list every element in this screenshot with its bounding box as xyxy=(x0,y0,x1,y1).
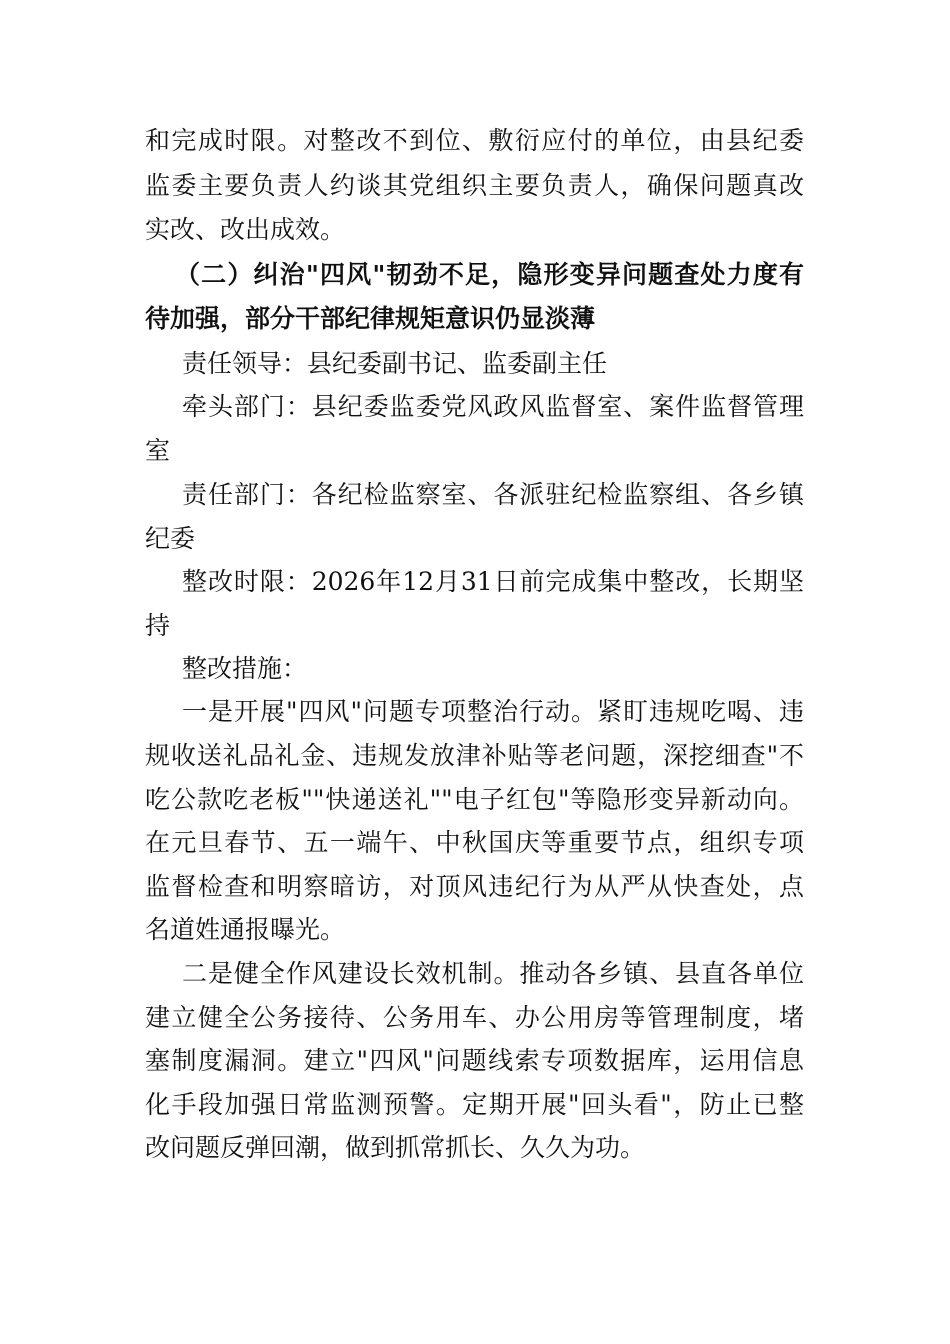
deadline-line: 整改时限：2026年12月31日前完成集中整改，长期坚 xyxy=(182,567,804,596)
measure-two-line: 塞制度漏洞。建立"四风"问题线索专项数据库，运用信息 xyxy=(145,1046,804,1075)
measure-two-line: 建立健全公务接待、公务用车、办公用房等管理制度，堵 xyxy=(145,1003,804,1032)
measure-one-line: 吃公款吃老板""快递送礼""电子红包"等隐形变异新动向。 xyxy=(145,785,804,814)
measure-one-line: 一是开展"四风"问题专项整治行动。紧盯违规吃喝、违 xyxy=(182,697,804,726)
measure-one-line: 监督检查和明察暗访，对顶风违纪行为从严从快查处，点 xyxy=(145,872,804,901)
section-heading-line: 待加强，部分干部纪律规矩意识仍显淡薄 xyxy=(145,304,596,333)
responsible-leader: 责任领导：县纪委副书记、监委副主任 xyxy=(182,349,608,378)
paragraph-line: 和完成时限。对整改不到位、敷衍应付的单位，由县纪委 xyxy=(145,126,804,155)
responsible-departments-line: 责任部门：各纪检监察室、各派驻纪检监察组、各乡镇 xyxy=(182,480,804,509)
deadline-line: 持 xyxy=(145,611,171,640)
measures-label: 整改措施： xyxy=(182,654,308,683)
measure-two-line: 化手段加强日常监测预警。定期开展"回头看"，防止已整 xyxy=(145,1090,804,1119)
measure-one-line: 在元旦春节、五一端午、中秋国庆等重要节点，组织专项 xyxy=(145,828,804,857)
measure-one-line: 规收送礼品礼金、违规发放津补贴等老问题，深挖细查"不 xyxy=(145,741,804,770)
lead-department-line: 室 xyxy=(145,436,171,465)
lead-department-line: 牵头部门：县纪委监委党风政风监督室、案件监督管理 xyxy=(182,392,804,421)
paragraph-line: 监委主要负责人约谈其党组织主要负责人，确保问题真改 xyxy=(145,171,804,200)
responsible-departments-line: 纪委 xyxy=(145,524,196,553)
measure-two-line: 二是健全作风建设长效机制。推动各乡镇、县直各单位 xyxy=(182,959,804,988)
paragraph-line: 实改、改出成效。 xyxy=(145,215,346,244)
measure-one-line: 名道姓通报曝光。 xyxy=(145,915,346,944)
measure-two-line: 改问题反弹回潮，做到抓常抓长、久久为功。 xyxy=(145,1133,646,1162)
section-heading-line: （二）纠治"四风"韧劲不足，隐形变异问题查处力度有 xyxy=(175,260,804,289)
